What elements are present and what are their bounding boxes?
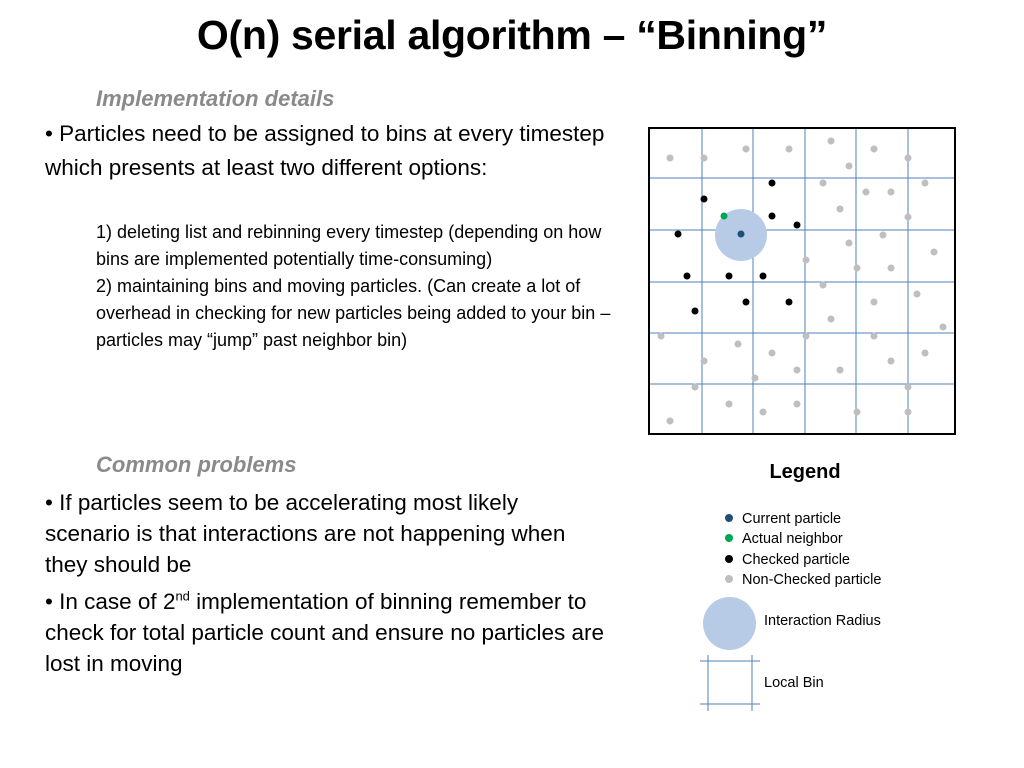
common-problems-heading: Common problems [96, 452, 297, 477]
checked-particle [675, 231, 682, 238]
non-checked-particle [803, 257, 810, 264]
non-checked-particle [701, 155, 708, 162]
checked-particle [794, 222, 801, 229]
non-checked-particle [871, 333, 878, 340]
common-bullet-1: • If particles seem to be accelerating most likely scenario is that interactions are not happening when they should be [45, 490, 566, 577]
local-bin-icon [700, 655, 760, 711]
non-checked-particle [794, 367, 801, 374]
non-checked-particle [786, 146, 793, 153]
non-checked-particle [931, 249, 938, 256]
non-checked-particle-icon [725, 575, 733, 583]
implementation-bullet: • Particles need to be assigned to bins at every timestep which presents at least two different options: [45, 121, 605, 180]
non-checked-particle [846, 163, 853, 170]
slide-title: O(n) serial algorithm – “Binning” [196, 12, 828, 58]
non-checked-particle [760, 409, 767, 416]
checked-particle [726, 273, 733, 280]
non-checked-particle [922, 350, 929, 357]
non-checked-particle [905, 155, 912, 162]
checked-particle [743, 299, 750, 306]
non-checked-particle [828, 138, 835, 145]
current-particle-icon [725, 514, 733, 522]
non-checked-particle [888, 189, 895, 196]
legend-title: Legend [769, 461, 841, 483]
non-checked-particle [871, 299, 878, 306]
ordinal-superscript: nd [175, 588, 190, 604]
current-particle [738, 231, 745, 238]
implementation-options [96, 219, 611, 354]
legend-label-nonchecked: Non-Checked particle [742, 572, 882, 588]
non-checked-particle [880, 232, 887, 239]
non-checked-particle [692, 384, 699, 391]
non-checked-particle [905, 214, 912, 221]
legend-item-neighbor [725, 529, 843, 549]
legend-label-radius: Interaction Radius [764, 613, 881, 629]
checked-particle [769, 180, 776, 187]
option-1: 1) deleting list and rebinning every timestep (depending on how bins are implemented potentially time-consuming) [96, 222, 602, 269]
non-checked-particle [854, 265, 861, 272]
non-checked-particle [888, 358, 895, 365]
legend-item-nonchecked [725, 570, 881, 590]
non-checked-particle [905, 384, 912, 391]
checked-particle-icon [725, 555, 733, 563]
legend-item-checked [725, 550, 850, 570]
non-checked-particle [701, 358, 708, 365]
non-checked-particle [871, 146, 878, 153]
option-2: 2) maintaining bins and moving particles. (Can create a lot of overhead in checking for new particles being added to your bin – particles may “jump” past neighbor bin) [96, 276, 611, 350]
non-checked-particle [922, 180, 929, 187]
non-checked-particle [803, 333, 810, 340]
non-checked-particle [820, 180, 827, 187]
non-checked-particles [658, 138, 947, 425]
non-checked-particle [940, 324, 947, 331]
non-checked-particle [863, 189, 870, 196]
checked-particle [760, 273, 767, 280]
checked-particle [769, 213, 776, 220]
legend-label-neighbor: Actual neighbor [742, 531, 843, 547]
non-checked-particle [794, 401, 801, 408]
non-checked-particle [667, 155, 674, 162]
common-bullet-2-text: • In case of 2 [45, 589, 176, 614]
non-checked-particle [828, 316, 835, 323]
non-checked-particle [726, 401, 733, 408]
legend-item-current [725, 509, 841, 529]
non-checked-particle [837, 367, 844, 374]
non-checked-particle [752, 375, 759, 382]
legend-label-current: Current particle [742, 511, 842, 527]
non-checked-particle [846, 240, 853, 247]
legend-label-checked: Checked particle [742, 552, 850, 568]
non-checked-particle [735, 341, 742, 348]
non-checked-particle [658, 333, 665, 340]
checked-particle [786, 299, 793, 306]
non-checked-particle [854, 409, 861, 416]
non-checked-particle [820, 282, 827, 289]
binning-grid-diagram [647, 126, 959, 438]
non-checked-particle [769, 350, 776, 357]
interaction-radius-icon [703, 597, 756, 650]
checked-particle [701, 196, 708, 203]
checked-particle [684, 273, 691, 280]
non-checked-particle [905, 409, 912, 416]
non-checked-particle [837, 206, 844, 213]
non-checked-particle [914, 291, 921, 298]
actual-neighbor-icon [725, 534, 733, 542]
checked-particle [692, 308, 699, 315]
actual-neighbor-particle [721, 213, 728, 220]
legend-label-bin: Local Bin [764, 675, 824, 691]
non-checked-particle [667, 418, 674, 425]
non-checked-particle [743, 146, 750, 153]
non-checked-particle [888, 265, 895, 272]
common-bullet-2 [45, 586, 605, 679]
implementation-heading: Implementation details [96, 86, 335, 111]
common-bullet-2-rest: implementation of binning remember to check for total particle count and ensure no particles are lost in moving [45, 589, 605, 676]
